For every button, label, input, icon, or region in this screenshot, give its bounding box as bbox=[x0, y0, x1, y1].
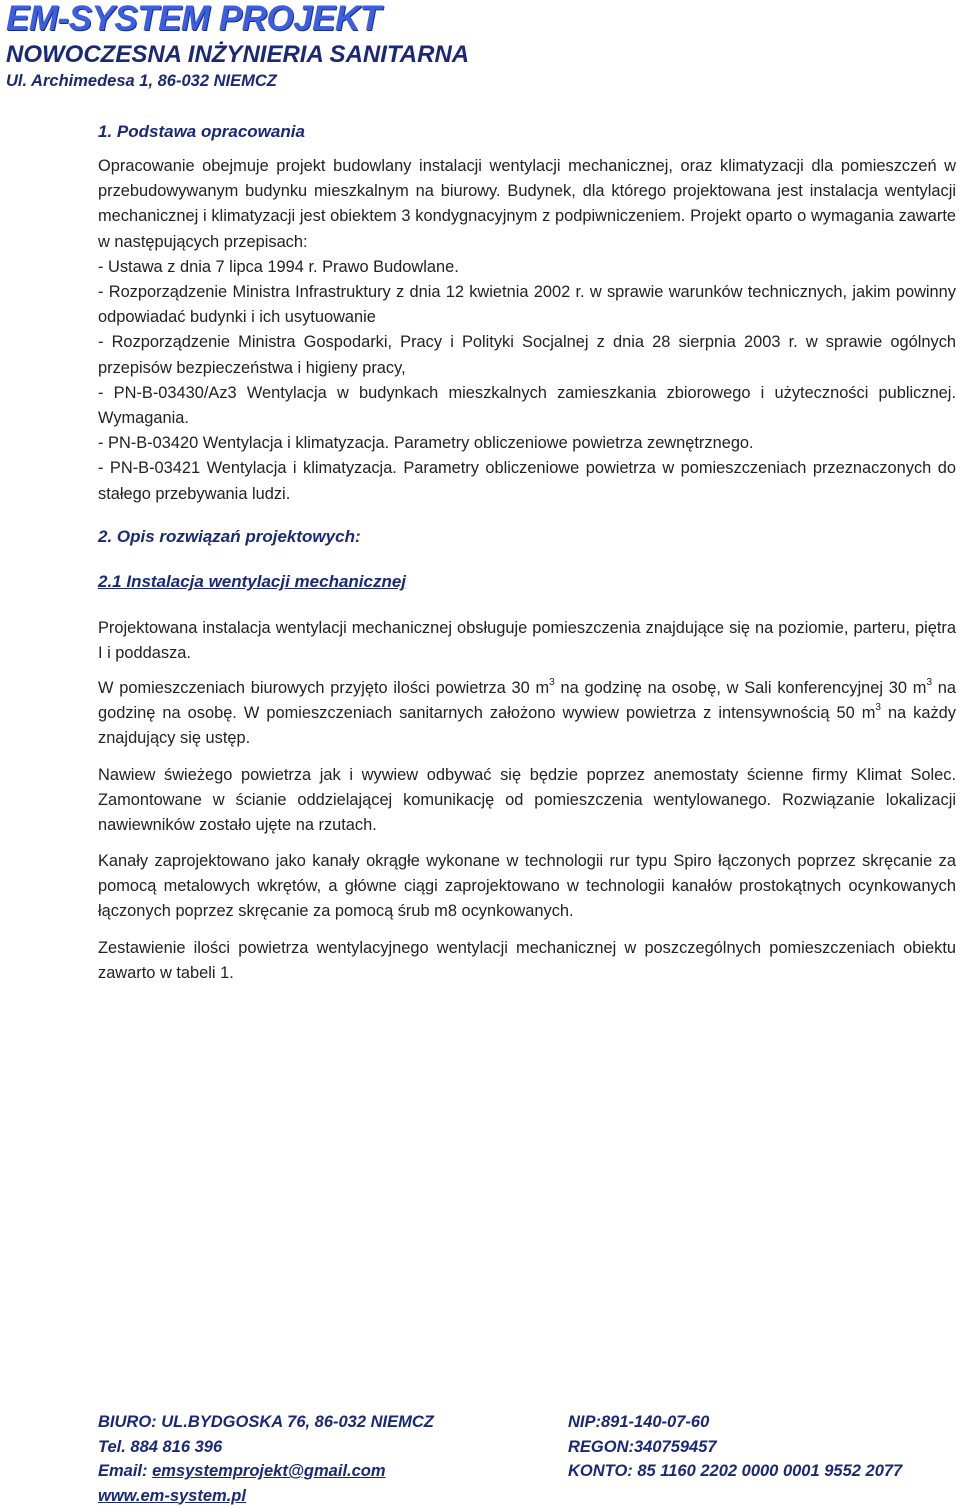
regulation-item-6: - PN-B-03421 Wentylacja i klimatyzacja. Parametry obliczeniowe powietrza w pomieszczeniach przeznaczonych do stałego przebywania ludzi. bbox=[98, 456, 956, 506]
email-link[interactable]: emsystemprojekt@gmail.com bbox=[152, 1462, 385, 1480]
regulation-item-4: - PN-B-03430/Az3 Wentylacja w budynkach mieszkalnych zamieszkania zbiorowego i użyteczności publicznej. Wymagania. bbox=[98, 381, 956, 431]
paragraph-4: Kanały zaprojektowano jako kanały okrągłe wykonane w technologii rur typu Spiro łączonych poprzez skręcanie za pomocą metalowych wkrętów, a główne ciągi zaprojektowano w technologii kanałów prostokątnych ocynkowanych łączonych poprzez skręcanie za pomocą śrub m8 ocynkowanych. bbox=[98, 849, 956, 925]
company-tagline: NOWOCZESNA INŻYNIERIA SANITARNA bbox=[6, 41, 469, 69]
paragraph-1: Projektowana instalacja wentylacji mechanicznej obsługuje pomieszczenia znajdujące się na poziomie, parteru, piętra I i poddasza. bbox=[98, 616, 956, 666]
section-1 bbox=[98, 120, 956, 507]
company-logo: EM-SYSTEM PROJEKT bbox=[6, 0, 469, 38]
regulation-item-2: - Rozporządzenie Ministra Infrastruktury z dnia 12 kwietnia 2002 r. w sprawie warunków technicznych, jakim powinny odpowiadać budynki i ich usytuowanie bbox=[98, 280, 956, 330]
paragraph-3: Nawiew świeżego powietrza jak i wywiew odbywać się będzie poprzez anemostaty ścienne firmy Klimat Solec. Zamontowane w ścianie oddzielającej komunikację od pomieszczenia wentylowanego. Rozwiązanie lokalizacji nawiewników zostało ujęte na rzutach. bbox=[98, 763, 956, 839]
footer bbox=[98, 1410, 958, 1508]
paragraph-5: Zestawienie ilości powietrza wentylacyjnego wentylacji mechanicznej w poszczególnych pomieszczeniach obiektu zawarto w tabeli 1. bbox=[98, 936, 956, 986]
section-2-title: 2. Opis rozwiązań projektowych: bbox=[98, 527, 956, 547]
footer-email: Email: emsystemprojekt@gmail.com bbox=[98, 1459, 386, 1484]
regulation-item-1: - Ustawa z dnia 7 lipca 1994 r. Prawo Budowlane. bbox=[98, 255, 956, 280]
paragraph-2: W pomieszczeniach biurowych przyjęto ilości powietrza 30 $m^3$ na godzinę na osobę, w Sali konferencyjnej 30 $m^3$ na godzinę na osobę. W pomieszczeniach sanitarnych założono wywiew powietrza z intensywnością 50 $m^3$ na każdy znajdujący się ustęp. bbox=[98, 676, 956, 752]
footer-tel: Tel. 884 816 396 bbox=[98, 1435, 222, 1460]
footer-nip: NIP:891-140-07-60 bbox=[568, 1410, 709, 1435]
section-2-1-title: 2.1 Instalacja wentylacji mechanicznej bbox=[98, 572, 956, 592]
footer-regon: REGON:340759457 bbox=[568, 1435, 717, 1460]
footer-office: BIURO: UL.BYDGOSKA 76, 86-032 NIEMCZ bbox=[98, 1410, 434, 1435]
section-1-intro: Opracowanie obejmuje projekt budowlany instalacji wentylacji mechanicznej, oraz klimatyzacji dla pomieszczeń w przebudowywanym budynku mieszkalnym na biurowy. Budynek, dla którego projektowana jest instalacja wentylacji mechanicznej i klimatyzacji jest obiektem 3 kondygnacyjnym z podpiwniczeniem. Projekt oparto o wymagania zawarte w następujących przepisach: bbox=[98, 154, 956, 255]
regulation-item-3: - Rozporządzenie Ministra Gospodarki, Pracy i Polityki Socjalnej z dnia 28 sierpnia 2003 r. w sprawie ogólnych przepisów bezpieczeństwa i higieny pracy, bbox=[98, 330, 956, 380]
footer-bank-account: KONTO: 85 1160 2202 0000 0001 9552 2077 bbox=[568, 1459, 902, 1484]
letterhead bbox=[6, 0, 469, 91]
website-link[interactable]: www.em-system.pl bbox=[98, 1484, 246, 1508]
regulation-item-5: - PN-B-03420 Wentylacja i klimatyzacja. Parametry obliczeniowe powietrza zewnętrznego. bbox=[98, 431, 956, 456]
company-address: Ul. Archimedesa 1, 86-032 NIEMCZ bbox=[6, 71, 469, 91]
section-1-title: 1. Podstawa opracowania bbox=[98, 120, 956, 144]
